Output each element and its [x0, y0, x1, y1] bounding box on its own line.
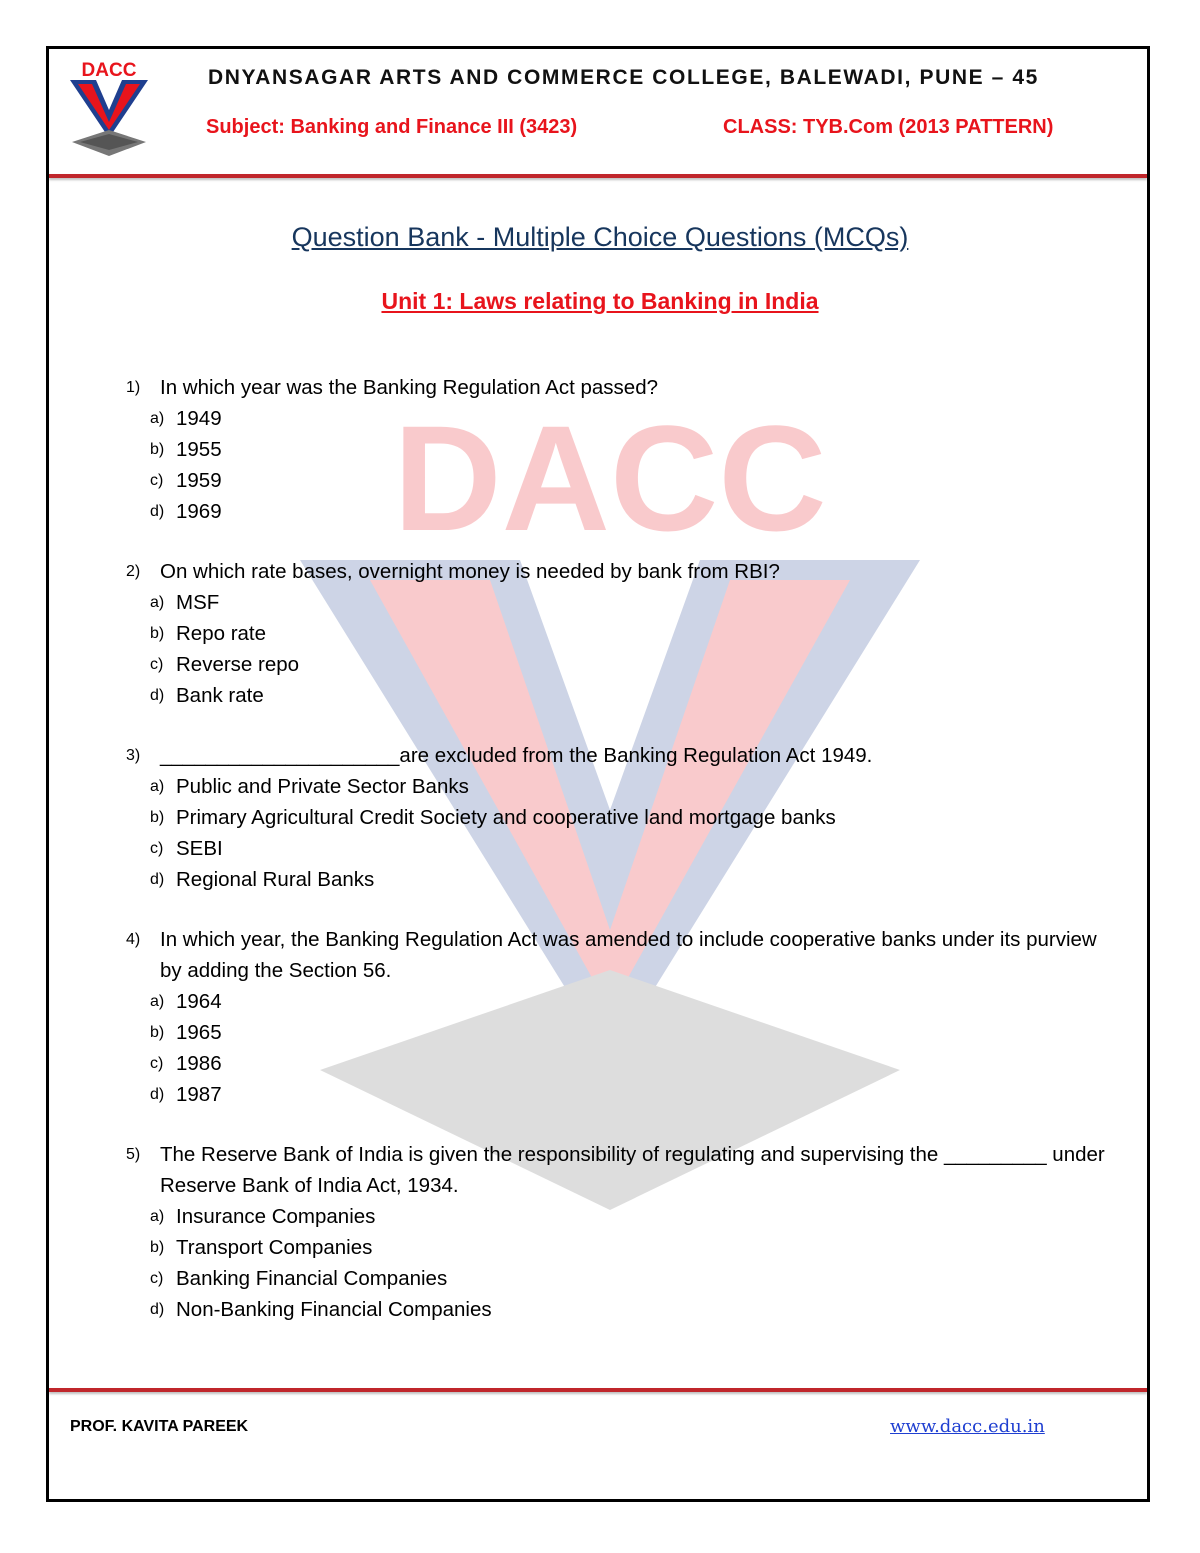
question-item	[126, 924, 1106, 1110]
question-number: 5)	[126, 1146, 141, 1163]
option-text: 1959	[176, 469, 222, 492]
option: b) Repo rate	[126, 618, 1106, 649]
option-text: Public and Private Sector Banks	[176, 775, 469, 798]
question-number: 3)	[126, 747, 141, 764]
option: c) SEBI	[126, 833, 1106, 864]
option: a) 1949	[126, 403, 1106, 434]
question-number: 4)	[126, 931, 141, 948]
question-list	[126, 372, 1106, 1354]
website-link[interactable]: www.dacc.edu.in	[890, 1416, 1045, 1437]
option-text: Transport Companies	[176, 1236, 373, 1259]
question-text: _____________________are excluded from the Banking Regulation Act 1949.	[160, 744, 873, 767]
option: c) 1986	[126, 1048, 1106, 1079]
option: c) Banking Financial Companies	[126, 1263, 1106, 1294]
question-item	[126, 372, 1106, 527]
question-text: In which year, the Banking Regulation Act was amended to include cooperative banks under its purview by adding the Section 56.	[160, 928, 1097, 982]
option: c) 1959	[126, 465, 1106, 496]
option: a) MSF	[126, 587, 1106, 618]
option-text: 1969	[176, 500, 222, 523]
question-item	[126, 556, 1106, 711]
subject-label: Subject: Banking and Finance III (3423)	[206, 116, 578, 138]
option-text: Bank rate	[176, 684, 264, 707]
option: b) 1965	[126, 1017, 1106, 1048]
option-text: Non-Banking Financial Companies	[176, 1298, 492, 1321]
option-text: Insurance Companies	[176, 1205, 376, 1228]
question-item	[126, 1139, 1106, 1325]
question-item	[126, 740, 1106, 895]
option-text: 1986	[176, 1052, 222, 1075]
option: d) Regional Rural Banks	[126, 864, 1106, 895]
option-text: MSF	[176, 591, 220, 614]
option: d) 1969	[126, 496, 1106, 527]
option: b) Transport Companies	[126, 1232, 1106, 1263]
option: d) Non-Banking Financial Companies	[126, 1294, 1106, 1325]
question-text: In which year was the Banking Regulation Act passed?	[160, 376, 658, 399]
option: a) 1964	[126, 986, 1106, 1017]
option-text: 1949	[176, 407, 222, 430]
option-text: 1987	[176, 1083, 222, 1106]
header-divider	[49, 174, 1147, 178]
option: b) Primary Agricultural Credit Society and cooperative land mortgage banks	[126, 802, 1106, 833]
college-logo	[66, 58, 152, 162]
college-name: DNYANSAGAR ARTS AND COMMERCE COLLEGE, BALEWADI, PUNE – 45	[208, 66, 1039, 89]
page-title: Question Bank - Multiple Choice Questions (MCQs)	[291, 222, 909, 252]
logo-text: DACC	[81, 60, 137, 81]
option-text: 1965	[176, 1021, 222, 1044]
option-text: Regional Rural Banks	[176, 868, 375, 891]
option: a) Insurance Companies	[126, 1201, 1106, 1232]
question-number: 2)	[126, 563, 141, 580]
watermark-text: DACC	[393, 410, 827, 562]
option: a) Public and Private Sector Banks	[126, 771, 1106, 802]
option-text: Banking Financial Companies	[176, 1267, 448, 1290]
class-label: CLASS: TYB.Com (2013 PATTERN)	[723, 116, 1054, 138]
option-text: Repo rate	[176, 622, 267, 645]
question-text: On which rate bases, overnight money is needed by bank from RBI?	[160, 560, 780, 583]
option: c) Reverse repo	[126, 649, 1106, 680]
author-name: PROF. KAVITA PAREEK	[70, 1418, 249, 1435]
unit-heading: Unit 1: Laws relating to Banking in India	[381, 288, 819, 314]
footer-divider	[49, 1388, 1147, 1392]
question-number: 1)	[126, 379, 141, 396]
option: b) 1955	[126, 434, 1106, 465]
question-text: The Reserve Bank of India is given the responsibility of regulating and supervising the _________ under Reserve Bank of India Act, 1934.	[160, 1143, 1105, 1197]
option-text: 1964	[176, 990, 222, 1013]
option: d) 1987	[126, 1079, 1106, 1110]
option: d) Bank rate	[126, 680, 1106, 711]
option-text: Reverse repo	[176, 653, 300, 676]
option-text: 1955	[176, 438, 222, 461]
option-text: Primary Agricultural Credit Society and cooperative land mortgage banks	[176, 806, 836, 829]
option-text: SEBI	[176, 837, 223, 860]
